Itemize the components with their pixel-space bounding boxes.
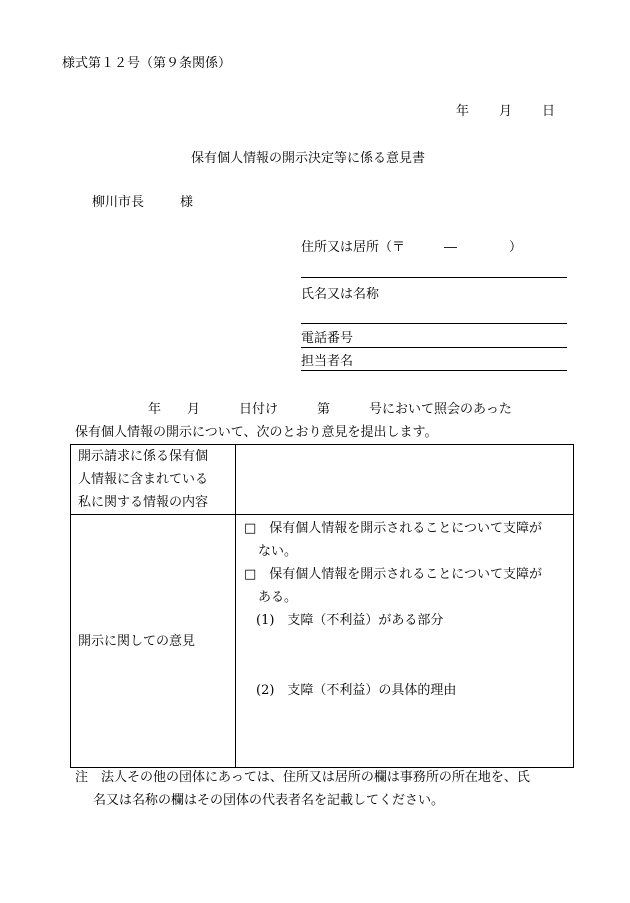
intro-line-1: 年 月 日付け 第 号において照会のあった xyxy=(148,402,512,417)
phone-label: 電話番号 xyxy=(301,331,354,346)
phone-underline xyxy=(301,347,567,348)
info-content-label xyxy=(71,445,236,515)
info-label-line: 開示請求に係る保有個 xyxy=(78,449,209,464)
addressee xyxy=(92,195,193,211)
addressee-name: 柳川市長 xyxy=(92,195,145,210)
opinion-cell xyxy=(236,515,574,768)
table-row-info xyxy=(71,445,574,515)
option-no-hindrance-cont: ない。 xyxy=(258,544,298,559)
opinion-label: 開示に関しての意見 xyxy=(71,515,236,768)
info-label-line: 私に関する情報の内容 xyxy=(78,495,209,510)
date-line xyxy=(456,104,555,120)
hindrance-part-label: (1) 支障（不利益）がある部分 xyxy=(256,613,444,628)
address-underline xyxy=(301,277,567,278)
note-line-1: 注 法人その他の団体にあっては、住所又は居所の欄は事務所の所在地を、氏 xyxy=(75,770,530,785)
info-content-cell[interactable] xyxy=(236,445,574,515)
option-hindrance[interactable]: □ 保有個人情報を開示されることについて支障が xyxy=(244,567,543,582)
note-line-2: 名又は名称の欄はその団体の代表者名を記載してください。 xyxy=(93,793,445,808)
contact-label: 担当者名 xyxy=(301,354,354,369)
addressee-honorific: 様 xyxy=(180,195,194,210)
opinion-table xyxy=(70,444,574,768)
address-label: 住所又は居所（〒 ― ） xyxy=(301,240,523,255)
document-title: 保有個人情報の開示決定等に係る意見書 xyxy=(191,151,426,166)
intro-line-2: 保有個人情報の開示について、次のとおり意見を提出します。 xyxy=(75,425,438,440)
form-number: 様式第１２号（第９条関係） xyxy=(62,56,232,71)
contact-underline xyxy=(301,370,567,371)
option-hindrance-cont: ある。 xyxy=(258,590,298,605)
date-year-label: 年 xyxy=(456,104,470,119)
hindrance-reason-label: (2) 支障（不利益）の具体的理由 xyxy=(256,683,457,698)
name-label: 氏名又は名称 xyxy=(301,287,380,302)
table-row-opinion xyxy=(71,515,574,768)
date-month-label: 月 xyxy=(499,104,513,119)
option-no-hindrance[interactable]: □ 保有個人情報を開示されることについて支障が xyxy=(244,521,543,536)
info-label-line: 人情報に含まれている xyxy=(78,472,209,487)
name-underline xyxy=(301,323,567,324)
date-day-label: 日 xyxy=(542,104,556,119)
